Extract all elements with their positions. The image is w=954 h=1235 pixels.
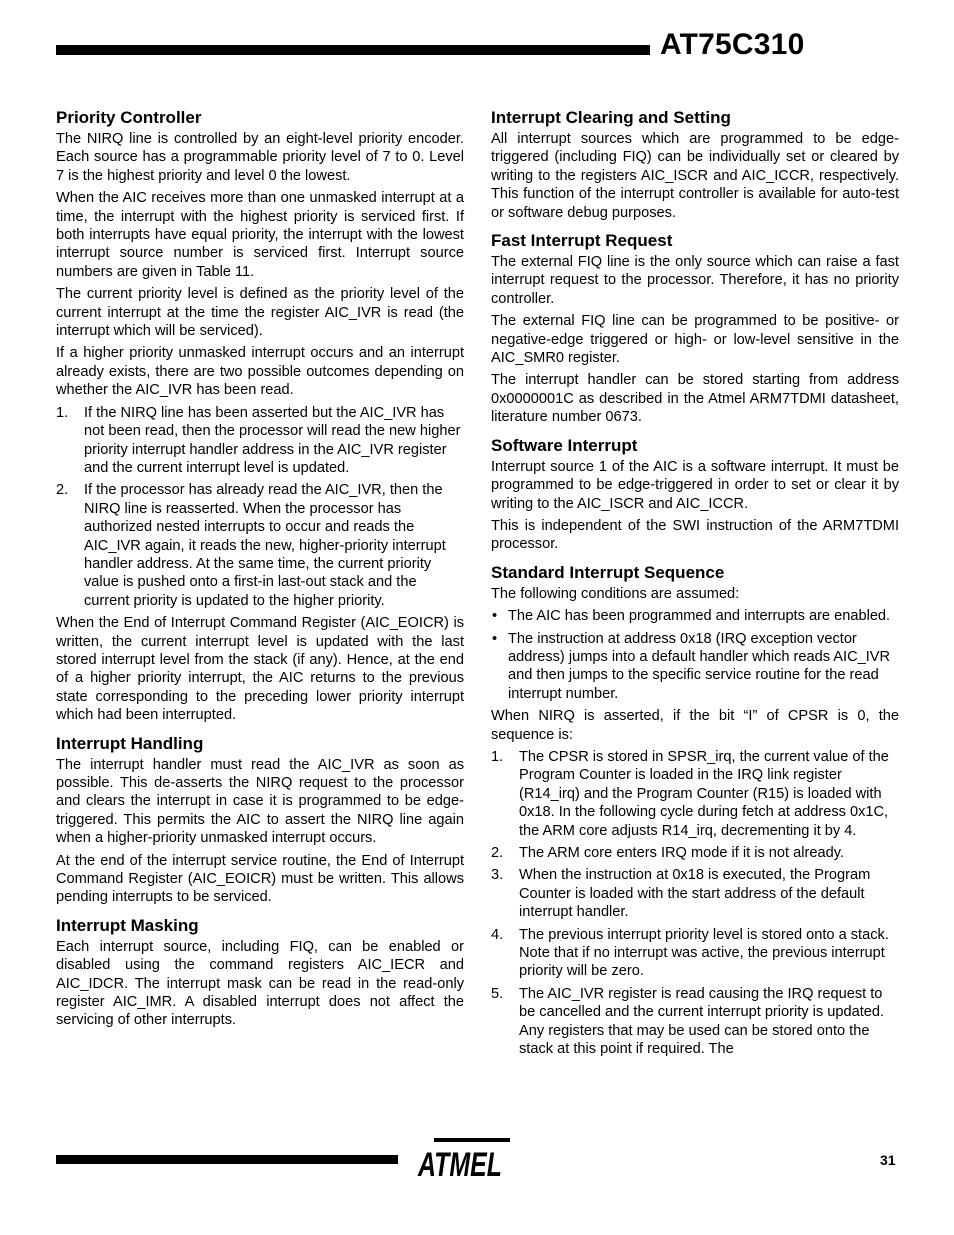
atmel-logo-icon <box>414 1136 512 1184</box>
list-number: 2. <box>56 482 69 499</box>
right-column <box>491 108 899 1062</box>
page-number: 31 <box>880 1152 896 1168</box>
paragraph: The interrupt handler must read the AIC_IVR as soon as possible. This de-asserts the NIRQ request to the processor and clears the interrupt in case it is programmed to be edge-triggered. This permits the AIC to assert the NIRQ line again when a higher-priority unmasked interrupt occurs. <box>56 756 464 847</box>
list-item <box>491 926 899 981</box>
paragraph: When the AIC receives more than one unmasked interrupt at a time, the interrupt with the highest priority is serviced first. If both interrupts have equal priority, the interrupt with the lowest interrupt source number is serviced first. Interrupt source numbers are given in Table 11. <box>56 190 464 280</box>
list-item <box>491 748 899 840</box>
list-item-text: The CPSR is stored in SPSR_irq, the current value of the Program Counter is loaded in the IRQ link register (R14_irq) and the Program Counter (R15) is loaded with 0x18. In the following cycle during fetch at address 0x1C, the ARM core adjusts R14_irq, decrementing it by 4. <box>519 748 889 839</box>
numbered-list <box>56 404 464 610</box>
list-item <box>56 481 464 610</box>
list-number: 4. <box>491 926 504 943</box>
list-number: 1. <box>56 404 69 421</box>
paragraph: The external FIQ line can be programmed to be positive- or negative-edge triggered or high- or low-level sensitive in the AIC_SMR0 register. <box>491 313 899 367</box>
document-title: AT75C310 <box>660 28 805 61</box>
heading-priority-controller: Priority Controller <box>56 108 202 127</box>
list-item <box>491 630 899 704</box>
list-item <box>491 844 899 862</box>
paragraph: When NIRQ is asserted, if the bit “I” of CPSR is 0, the sequence is: <box>491 708 899 743</box>
list-item-text: If the NIRQ line has been asserted but the AIC_IVR has not been read, then the processor will read the new higher priority interrupt handler address in the AIC_IVR register and the current interrupt level is updated. <box>84 404 461 476</box>
list-number: 5. <box>491 985 504 1002</box>
footer-rule <box>56 1155 398 1164</box>
paragraph: The following conditions are assumed: <box>491 585 740 602</box>
heading-software-interrupt: Software Interrupt <box>491 435 638 455</box>
paragraph: When the End of Interrupt Command Register (AIC_EOICR) is written, the current interrupt level is updated with the last stored interrupt level from the stack (if any). Hence, at the end of a higher priority interrupt, the AIC returns to the previous state corresponding to the preceding lower priority interrupt which had been interrupted. <box>56 615 464 724</box>
list-item <box>491 985 899 1059</box>
header-rule <box>56 45 650 55</box>
list-item <box>491 866 899 921</box>
list-item-text: If the processor has already read the AIC_IVR, then the NIRQ line is reasserted. When the processor has authorized nested interrupts to occur and reads the AIC_IVR again, it reads the new, higher-priority interrupt handler address. At the same time, the current priority value is pushed onto a first-in last-out stack and the current priority is updated to the higher priority. <box>84 482 446 609</box>
list-item-text: When the instruction at 0x18 is executed, the Program Counter is loaded with the start address of the default interrupt handler. <box>519 867 871 921</box>
list-item-text: The AIC has been programmed and interrupts are enabled. <box>508 608 891 625</box>
bullet-list <box>491 607 899 703</box>
heading-fast-interrupt-request: Fast Interrupt Request <box>491 231 673 251</box>
heading-interrupt-masking: Interrupt Masking <box>56 915 199 935</box>
heading-interrupt-clearing-setting: Interrupt Clearing and Setting <box>491 108 731 127</box>
list-item <box>491 607 899 625</box>
list-number: 1. <box>491 748 504 765</box>
numbered-list <box>491 748 899 1059</box>
paragraph: The external FIQ line is the only source which can raise a fast interrupt request to the processor. Therefore, it has no priority controller. <box>491 254 899 307</box>
logo-text: ATMEL <box>417 1146 502 1184</box>
list-number: 2. <box>491 845 504 861</box>
paragraph: Each interrupt source, including FIQ, can be enabled or disabled using the command registers AIC_IECR and AIC_IDCR. The interrupt mask can be read in the read-only register AIC_IMR. A disabled interrupt does not affect the servicing of other interrupts. <box>56 938 464 1029</box>
paragraph: The NIRQ line is controlled by an eight-level priority encoder. Each source has a programmable priority level of 7 to 0. Level 7 is the highest priority and level 0 the lowest. <box>56 131 464 184</box>
heading-standard-interrupt-sequence: Standard Interrupt Sequence <box>491 562 725 582</box>
list-number: 3. <box>491 867 504 884</box>
list-item-text: The instruction at address 0x18 (IRQ exception vector address) jumps into a default handler which reads AIC_IVR and then jumps to the specific service routine for the read interrupt number. <box>508 630 891 702</box>
list-item-text: The ARM core enters IRQ mode if it is not already. <box>519 845 844 861</box>
paragraph: The interrupt handler can be stored starting from address 0x0000001C as described in the Atmel ARM7TDMI datasheet, literature number 0673. <box>491 372 899 426</box>
paragraph: This is independent of the SWI instruction of the ARM7TDMI processor. <box>491 517 899 553</box>
bullet-marker: • <box>492 630 498 647</box>
list-item-text: The AIC_IVR register is read causing the IRQ request to be cancelled and the current interrupt priority is updated. Any registers that may be used can be stored onto the stack at this point if required. The <box>519 985 885 1058</box>
paragraph: The current priority level is defined as the priority level of the current interrupt at the time the register AIC_IVR is read (the interrupt which will be serviced). <box>56 286 464 340</box>
paragraph: All interrupt sources which are programmed to be edge-triggered (including FIQ) can be individually set or cleared by writing to the registers AIC_ISCR and AIC_ICCR, respectively. This function of the interrupt controller is available for auto-test or software debug purposes. <box>491 131 899 221</box>
paragraph: If a higher priority unmasked interrupt occurs and an interrupt already exists, there are two possible outcomes depending on whether the AIC_IVR has been read. <box>56 345 464 399</box>
heading-interrupt-handling: Interrupt Handling <box>56 733 204 753</box>
paragraph: Interrupt source 1 of the AIC is a software interrupt. It must be programmed to be edge-triggered in order to set or clear it by writing to the AIC_ISCR and AIC_ICCR. <box>491 458 899 512</box>
list-item-text: The previous interrupt priority level is stored onto a stack. Note that if no interrupt was active, the previous interrupt priority will be zero. <box>519 926 889 980</box>
list-item <box>56 404 464 478</box>
left-column <box>56 108 464 1034</box>
bullet-marker: • <box>492 608 498 625</box>
paragraph: At the end of the interrupt service routine, the End of Interrupt Command Register (AIC_EOICR) must be written. This allows pending interrupts to be serviced. <box>56 852 464 906</box>
